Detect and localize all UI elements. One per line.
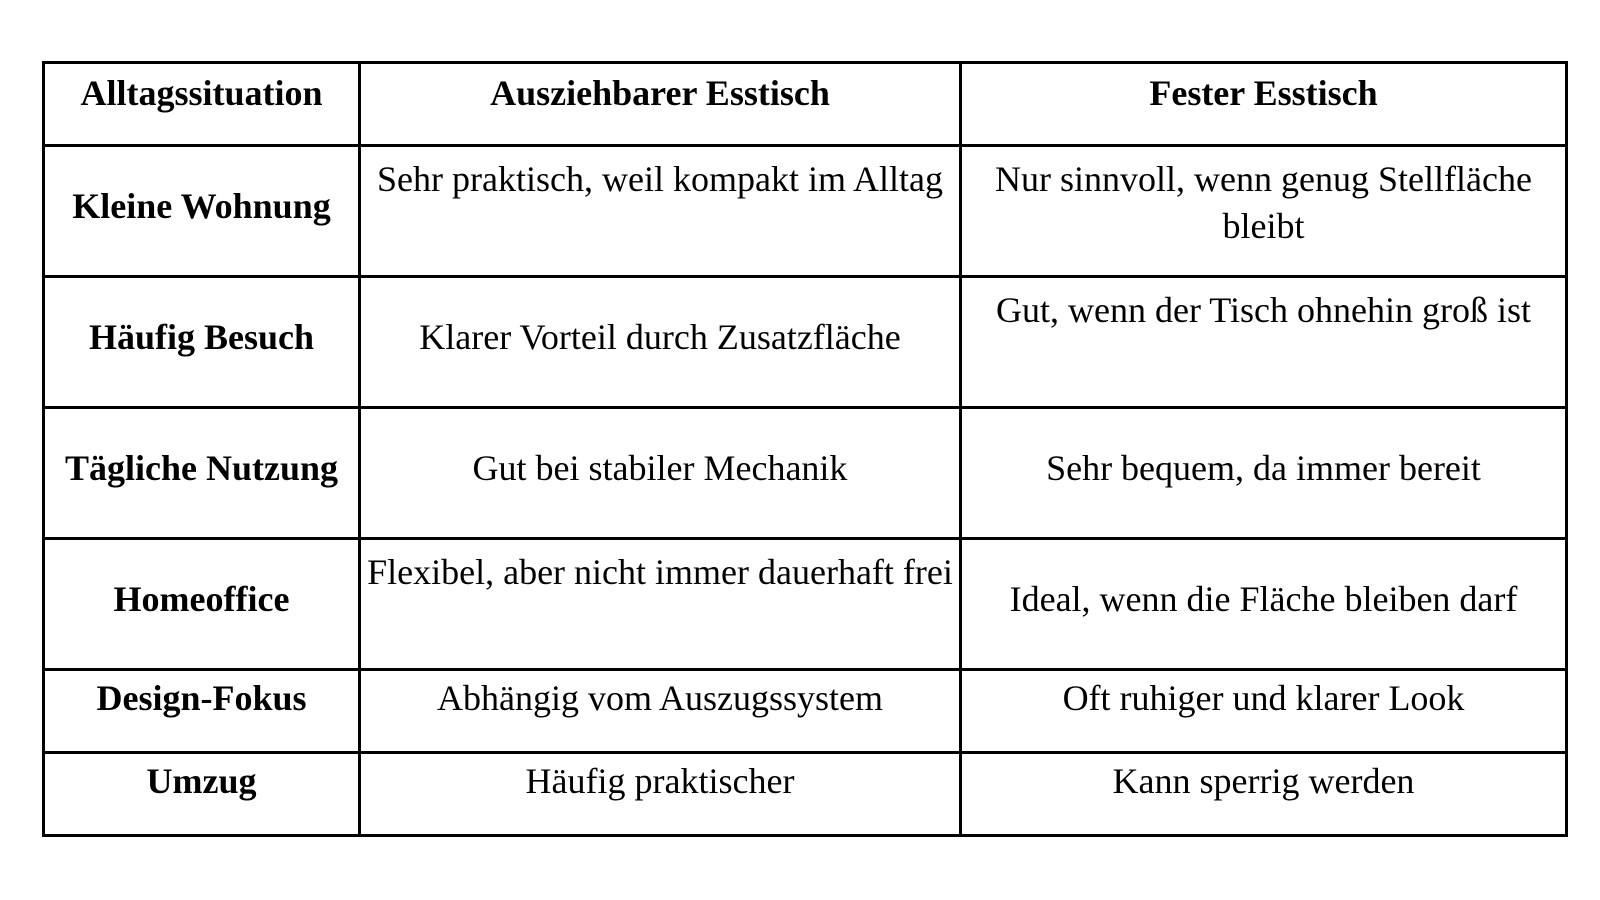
- table-row: [44, 277, 1567, 408]
- fixed-table-cell: Gut, wenn der Tisch ohnehin groß ist: [961, 277, 1567, 408]
- fixed-table-cell: Nur sinnvoll, wenn genug Stellfläche bleibt: [961, 146, 1567, 277]
- row-label-cell: Umzug: [44, 753, 360, 836]
- extendable-table-cell: Abhängig vom Auszugssystem: [360, 670, 961, 753]
- row-label-cell: Kleine Wohnung: [44, 146, 360, 277]
- row-label-cell: Tägliche Nutzung: [44, 408, 360, 539]
- comparison-table: [42, 61, 1568, 837]
- row-label-cell: Design-Fokus: [44, 670, 360, 753]
- fixed-table-cell: Ideal, wenn die Fläche bleiben darf: [961, 539, 1567, 670]
- header-cell-extendable-table: Ausziehbarer Esstisch: [360, 63, 961, 146]
- table-header-row: [44, 63, 1567, 146]
- row-label-cell: Häufig Besuch: [44, 277, 360, 408]
- extendable-table-cell: Klarer Vorteil durch Zusatzfläche: [360, 277, 961, 408]
- comparison-table-container: [42, 61, 1565, 837]
- header-cell-situation: Alltagssituation: [44, 63, 360, 146]
- row-label-cell: Homeoffice: [44, 539, 360, 670]
- fixed-table-cell: Sehr bequem, da immer bereit: [961, 408, 1567, 539]
- table-row: [44, 670, 1567, 753]
- fixed-table-cell: Oft ruhiger und klarer Look: [961, 670, 1567, 753]
- extendable-table-cell: Häufig praktischer: [360, 753, 961, 836]
- fixed-table-cell: Kann sperrig werden: [961, 753, 1567, 836]
- table-row: [44, 753, 1567, 836]
- table-row: [44, 146, 1567, 277]
- extendable-table-cell: Gut bei stabiler Mechanik: [360, 408, 961, 539]
- header-cell-fixed-table: Fester Esstisch: [961, 63, 1567, 146]
- extendable-table-cell: Flexibel, aber nicht immer dauerhaft frei: [360, 539, 961, 670]
- table-row: [44, 539, 1567, 670]
- extendable-table-cell: Sehr praktisch, weil kompakt im Alltag: [360, 146, 961, 277]
- table-row: [44, 408, 1567, 539]
